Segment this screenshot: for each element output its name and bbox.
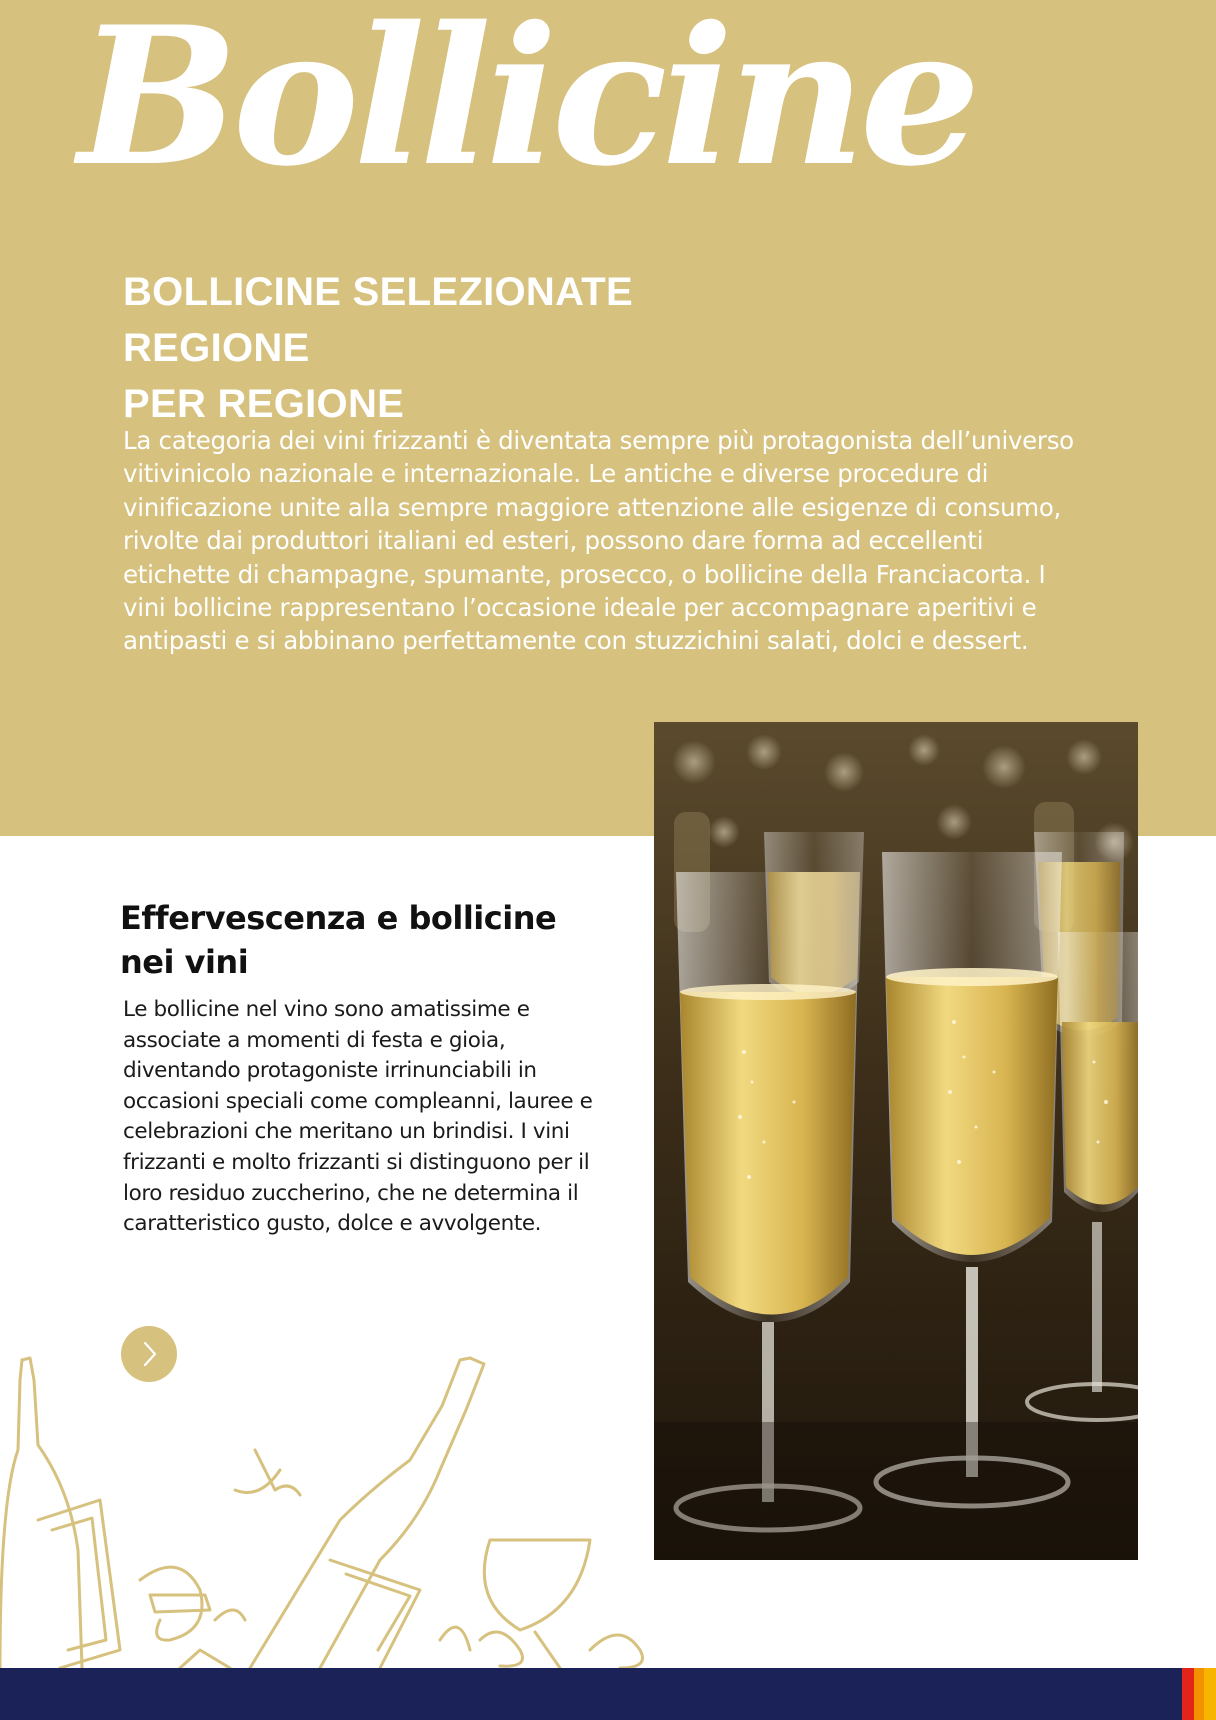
section-body: Le bollicine nel vino sono amatissime e associate a momenti di festa e gioia, diventando protagoniste irrinunciabili in occasioni speciali come compleanni, lauree e celebrazioni che meritano un brindisi. I vini frizzanti e molto frizzanti si distinguono per il loro residuo zuccherino, che ne determina il caratteristico gusto, dolce e avvolgente. [123, 997, 593, 1237]
photo-artwork [654, 722, 1138, 1560]
footer-bar [0, 1668, 1216, 1720]
intro-paragraph: La categoria dei vini frizzanti è diventata sempre più protagonista dell’universo vitivinicolo nazionale e internazionale. Le antiche e diverse procedure di vinificazione unite alla sempre maggiore attenzione alle esigenze di consumo, rivolte dai produttori italiani ed esteri, possono dare forma ad eccellenti etichette di champagne, spumante, prosecco, o bollicine della Franciacorta. I vini bollicine rappresentano l’occasione ideale per accompagnare aperitivi e antipasti e si abbinano perfettamente con stuzzichini salati, dolci e dessert. [123, 426, 1074, 656]
headline-line-1: BOLLICINE SELEZIONATE REGIONE [123, 270, 634, 370]
section-title: Effervescenza e bollicine nei vini [120, 899, 557, 981]
headline-line-2: PER REGIONE [123, 382, 405, 426]
footer-stripe-yellow [1204, 1668, 1216, 1720]
wine-bottles-illustration [0, 1350, 660, 1668]
champagne-glasses-photo [654, 722, 1138, 1560]
footer-stripe-orange [1194, 1668, 1204, 1720]
footer-stripe-red [1182, 1668, 1194, 1720]
script-title: Bollicine [78, 0, 975, 208]
page-headline [123, 264, 823, 432]
